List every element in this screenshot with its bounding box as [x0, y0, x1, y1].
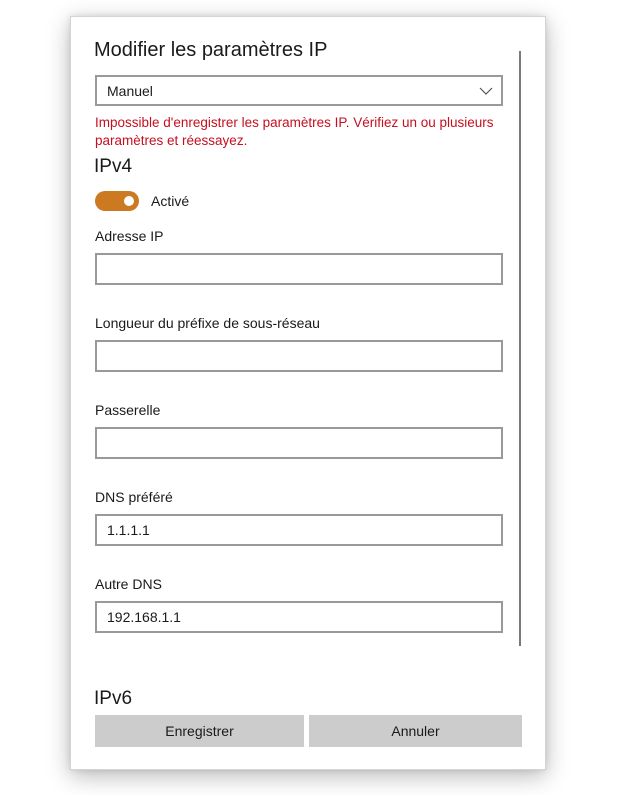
alternate-dns-input[interactable] [95, 601, 503, 633]
dialog-title: Modifier les paramètres IP [94, 39, 328, 61]
toggle-knob [124, 196, 134, 206]
error-message: Impossible d'enregistrer les paramètres IP. Vérifiez un ou plusieurs paramètres et réessayez. [95, 115, 494, 148]
ipv4-toggle-label: Activé [151, 193, 190, 209]
cancel-button[interactable]: Annuler [309, 715, 522, 747]
edit-ip-settings-dialog [70, 16, 546, 770]
ip-mode-dropdown[interactable] [95, 75, 503, 106]
ipv4-toggle[interactable] [95, 191, 139, 211]
ipv4-heading: IPv4 [94, 156, 133, 177]
ip-address-input[interactable] [95, 253, 503, 285]
preferred-dns-label: DNS préféré [95, 489, 173, 505]
gateway-input[interactable] [95, 427, 503, 459]
preferred-dns-input[interactable] [95, 514, 503, 546]
ipv6-heading: IPv6 [94, 688, 133, 709]
subnet-prefix-input[interactable] [95, 340, 503, 372]
ip-address-label: Adresse IP [95, 228, 164, 244]
chevron-down-icon [479, 84, 493, 98]
ip-mode-value: Manuel [107, 83, 153, 99]
gateway-label: Passerelle [95, 402, 161, 418]
save-button[interactable]: Enregistrer [95, 715, 304, 747]
scrollbar[interactable] [519, 51, 521, 646]
subnet-prefix-label: Longueur du préfixe de sous-réseau [95, 315, 320, 331]
alternate-dns-label: Autre DNS [95, 576, 162, 592]
